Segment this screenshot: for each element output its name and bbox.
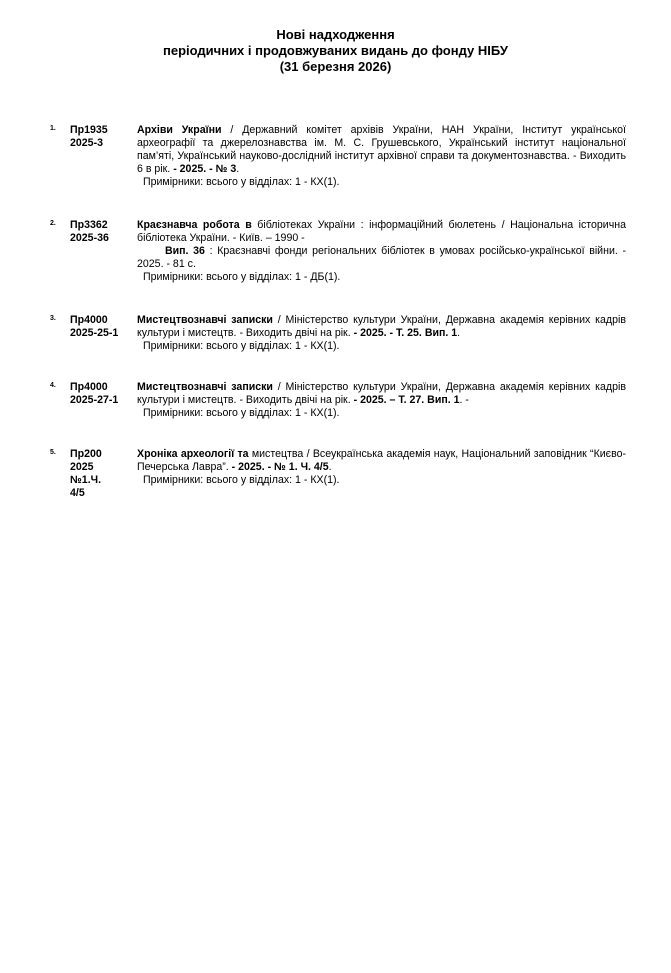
entry-holdings: Примірники: всього у відділах: 1 - КХ(1). bbox=[143, 176, 340, 188]
shelf-code bbox=[70, 219, 134, 245]
shelf-code bbox=[70, 448, 134, 500]
entry-description bbox=[137, 124, 626, 176]
header-subtitle: періодичних і продовжуваних видань до фонду НІБУ bbox=[163, 43, 508, 58]
entry-holdings: Примірники: всього у відділах: 1 - КХ(1). bbox=[143, 407, 340, 419]
volume-label: Вип. 36 bbox=[165, 245, 205, 257]
entry-volume bbox=[137, 245, 626, 271]
entry-tail: . bbox=[457, 327, 461, 339]
entry-text: / Державний комітет архівів України, НАН України, Інститут української археографії та джерелознавства ім. М. С. Грушевського, Український інститут національної пам’яті, Український науково-дослідний інститут архівної справи та документознавства. - Виходить 6 в рік. bbox=[137, 124, 626, 175]
entry-issue: - 2025. - Т. 25. Вип. 1 bbox=[353, 327, 458, 339]
entry-text: мистецтва / Всеукраїнська академія наук, Національний заповідник “Києво-Печерська Лавра”. bbox=[137, 448, 626, 473]
shelf-code-line: 2025-27-1 bbox=[70, 394, 119, 406]
shelf-code-line: №1.Ч. bbox=[70, 474, 102, 486]
shelf-code-line: Пр4000 bbox=[70, 381, 108, 393]
entry-text: бібліотеках України : інформаційний бюлетень / Національна історична бібліотека України. - Київ. – 1990 - bbox=[137, 219, 626, 244]
header-date: (31 березня 2026) bbox=[279, 59, 392, 74]
entry-title: Хроніка археології та bbox=[137, 448, 249, 460]
shelf-code-line: 4/5 bbox=[70, 487, 85, 499]
entry-description bbox=[137, 448, 626, 474]
entry-body bbox=[137, 124, 626, 189]
shelf-code-line: 2025-3 bbox=[70, 137, 103, 149]
entry-issue: - 2025. - № 3 bbox=[173, 163, 237, 175]
shelf-code-line: 2025-36 bbox=[70, 232, 109, 244]
shelf-code-line: Пр3362 bbox=[70, 219, 108, 231]
entry-tail: . bbox=[328, 461, 332, 473]
entry-description bbox=[137, 219, 626, 245]
entry-holdings: Примірники: всього у відділах: 1 - КХ(1). bbox=[143, 474, 340, 486]
entry-title: Мистецтвознавчі записки bbox=[137, 381, 273, 393]
shelf-code-line: 2025 bbox=[70, 461, 94, 473]
shelf-code-line: Пр200 bbox=[70, 448, 102, 460]
page-header bbox=[0, 27, 671, 75]
entry-description bbox=[137, 314, 626, 340]
entry-number: 3. bbox=[50, 315, 56, 322]
entry-body bbox=[137, 314, 626, 353]
entry-tail: . - bbox=[459, 394, 469, 406]
shelf-code-line: Пр1935 bbox=[70, 124, 108, 136]
entry-tail: . bbox=[236, 163, 240, 175]
entry-number: 2. bbox=[50, 220, 56, 227]
entry-number: 5. bbox=[50, 449, 56, 456]
entry-body bbox=[137, 381, 626, 420]
entry-number: 1. bbox=[50, 125, 56, 132]
entry-issue: - 2025. - № 1. Ч. 4/5 bbox=[231, 461, 329, 473]
volume-text: : Краєзнавчі фонди регіональних бібліотек в умовах російсько-української війни. - 2025. - 81 с. bbox=[137, 245, 626, 270]
entry-text: / Міністерство культури України, Державна академія керівних кадрів культури і мистецтв. - Виходить двічі на рік. bbox=[137, 381, 626, 406]
entry-holdings: Примірники: всього у відділах: 1 - ДБ(1). bbox=[143, 271, 341, 283]
entry-text: / Міністерство культури України, Державна академія керівних кадрів культури і мистецтв. - Виходить двічі на рік. bbox=[137, 314, 626, 339]
entry-title: Архіви України bbox=[137, 124, 222, 136]
header-title: Нові надходження bbox=[276, 27, 395, 42]
shelf-code bbox=[70, 381, 134, 407]
entry-body bbox=[137, 448, 626, 487]
shelf-code bbox=[70, 124, 134, 150]
entry-body bbox=[137, 219, 626, 284]
entry-issue: - 2025. – Т. 27. Вип. 1 bbox=[353, 394, 460, 406]
shelf-code bbox=[70, 314, 134, 340]
entry-title: Мистецтвознавчі записки bbox=[137, 314, 273, 326]
shelf-code-line: Пр4000 bbox=[70, 314, 108, 326]
entry-title: Краєзнавча робота в bbox=[137, 219, 252, 231]
entry-number: 4. bbox=[50, 382, 56, 389]
shelf-code-line: 2025-25-1 bbox=[70, 327, 119, 339]
entry-holdings: Примірники: всього у відділах: 1 - КХ(1). bbox=[143, 340, 340, 352]
entry-description bbox=[137, 381, 626, 407]
